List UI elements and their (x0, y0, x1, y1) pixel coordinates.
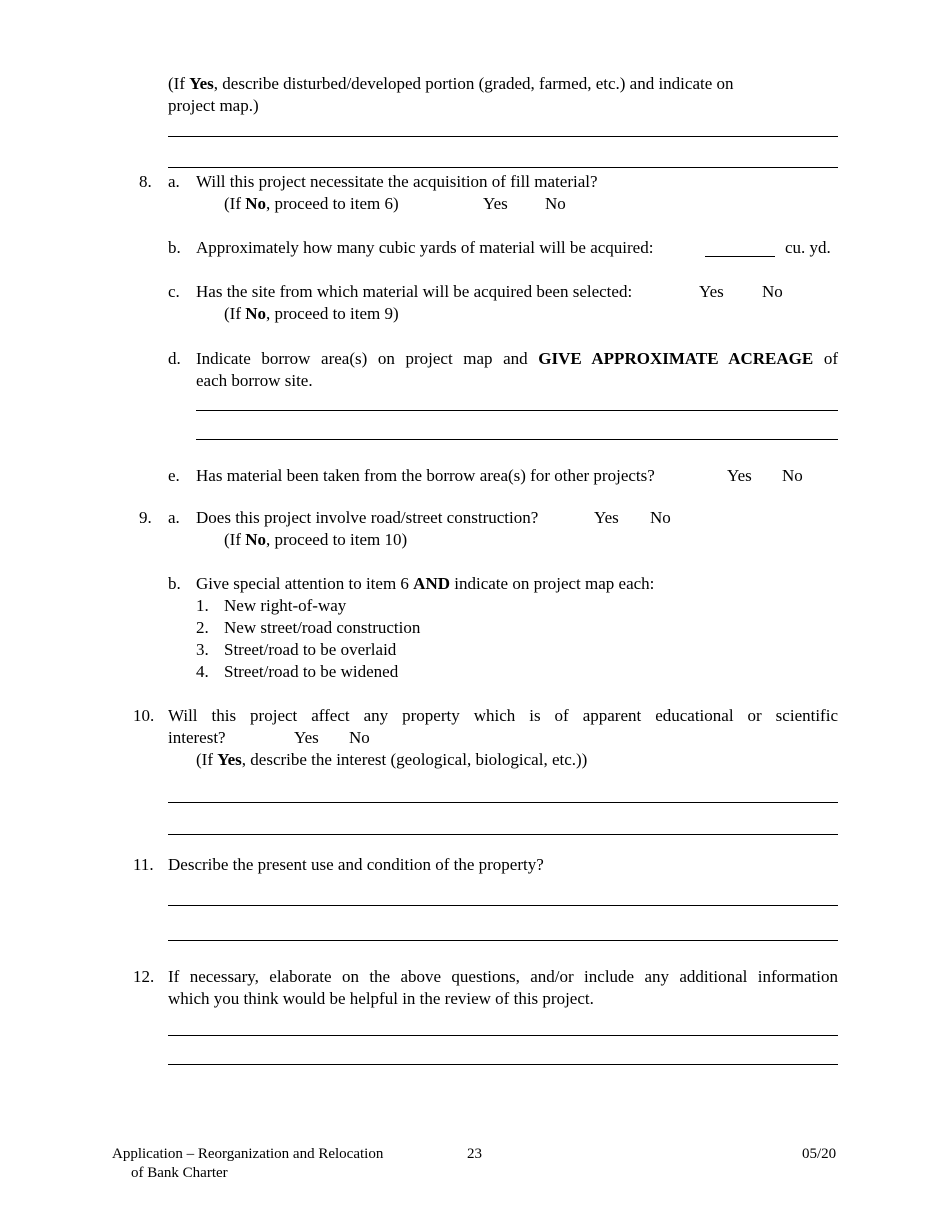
intro-line-2: project map.) (168, 96, 259, 115)
q10-note: (If Yes, describe the interest (geological, biological, etc.)) (196, 750, 588, 769)
cubic-yards-unit: cu. yd. (785, 238, 831, 257)
list-item-number: 1. (196, 596, 209, 615)
list-item: New street/road construction (224, 618, 421, 637)
answer-line[interactable] (168, 905, 838, 906)
list-item: New right-of-way (224, 596, 347, 615)
q8d-line-1: Indicate borrow area(s) on project map and GIVE APPROXIMATE ACREAGE of (196, 349, 839, 368)
footer-date: 05/20 (802, 1146, 837, 1162)
q8c-note: (If No, proceed to item 9) (224, 304, 399, 323)
list-item-number: 2. (196, 618, 209, 637)
q9a-note: (If No, proceed to item 10) (224, 530, 408, 549)
q10-line-2: interest? (168, 728, 226, 747)
q8c-no-option[interactable]: No (762, 282, 783, 301)
q9b-question: Give special attention to item 6 AND indicate on project map each: (196, 574, 655, 593)
footer-title-line-1: Application – Reorganization and Relocation (112, 1146, 384, 1162)
answer-line[interactable] (168, 167, 838, 168)
item-letter: b. (168, 238, 181, 257)
item-letter: b. (168, 574, 181, 593)
q12-line-1: If necessary, elaborate on the above questions, and/or include any additional information (168, 967, 838, 986)
q8a-yes-option[interactable]: Yes (483, 194, 508, 213)
item-letter: a. (168, 508, 180, 527)
q8c-question: Has the site from which material will be acquired been selected: (196, 282, 633, 301)
q8a-note: (If No, proceed to item 6) (224, 194, 399, 213)
item-letter: d. (168, 349, 181, 368)
list-item: Street/road to be overlaid (224, 640, 397, 659)
q8b-question: Approximately how many cubic yards of material will be acquired: (196, 238, 654, 257)
item-letter: a. (168, 172, 180, 191)
q9a-question: Does this project involve road/street construction? (196, 508, 539, 527)
item-letter: e. (168, 466, 180, 485)
q12-line-2: which you think would be helpful in the review of this project. (168, 989, 594, 1008)
question-number-10: 10. (133, 706, 155, 725)
footer-title-line-2: of Bank Charter (131, 1165, 228, 1181)
question-number-12: 12. (133, 967, 155, 986)
answer-line[interactable] (168, 136, 838, 137)
page-number: 23 (467, 1146, 482, 1162)
answer-line[interactable] (168, 1035, 838, 1036)
intro-line-1: (If Yes, describe disturbed/developed portion (graded, farmed, etc.) and indicate on (168, 74, 734, 93)
q8e-yes-option[interactable]: Yes (727, 466, 752, 485)
q8a-question: Will this project necessitate the acquisition of fill material? (196, 172, 598, 191)
q9a-no-option[interactable]: No (650, 508, 671, 527)
q8e-no-option[interactable]: No (782, 466, 803, 485)
question-number-11: 11. (133, 855, 154, 874)
q8e-question: Has material been taken from the borrow area(s) for other projects? (196, 466, 655, 485)
question-number-9: 9. (139, 508, 152, 527)
question-number-8: 8. (139, 172, 152, 191)
answer-line[interactable] (168, 1064, 838, 1065)
q8d-line-2: each borrow site. (196, 371, 313, 390)
answer-line[interactable] (168, 802, 838, 803)
list-item-number: 4. (196, 662, 209, 681)
answer-line[interactable] (196, 439, 838, 440)
answer-line[interactable] (168, 940, 838, 941)
answer-line[interactable] (168, 834, 838, 835)
list-item: Street/road to be widened (224, 662, 399, 681)
cubic-yards-blank[interactable] (705, 256, 775, 257)
q10-line-1: Will this project affect any property which is of apparent educational or scientific (168, 706, 838, 725)
item-letter: c. (168, 282, 180, 301)
list-item-number: 3. (196, 640, 209, 659)
q10-no-option[interactable]: No (349, 728, 370, 747)
q9a-yes-option[interactable]: Yes (594, 508, 619, 527)
q8a-no-option[interactable]: No (545, 194, 566, 213)
answer-line[interactable] (196, 410, 838, 411)
q8c-yes-option[interactable]: Yes (699, 282, 724, 301)
q11-question: Describe the present use and condition of the property? (168, 855, 544, 874)
q10-yes-option[interactable]: Yes (294, 728, 319, 747)
